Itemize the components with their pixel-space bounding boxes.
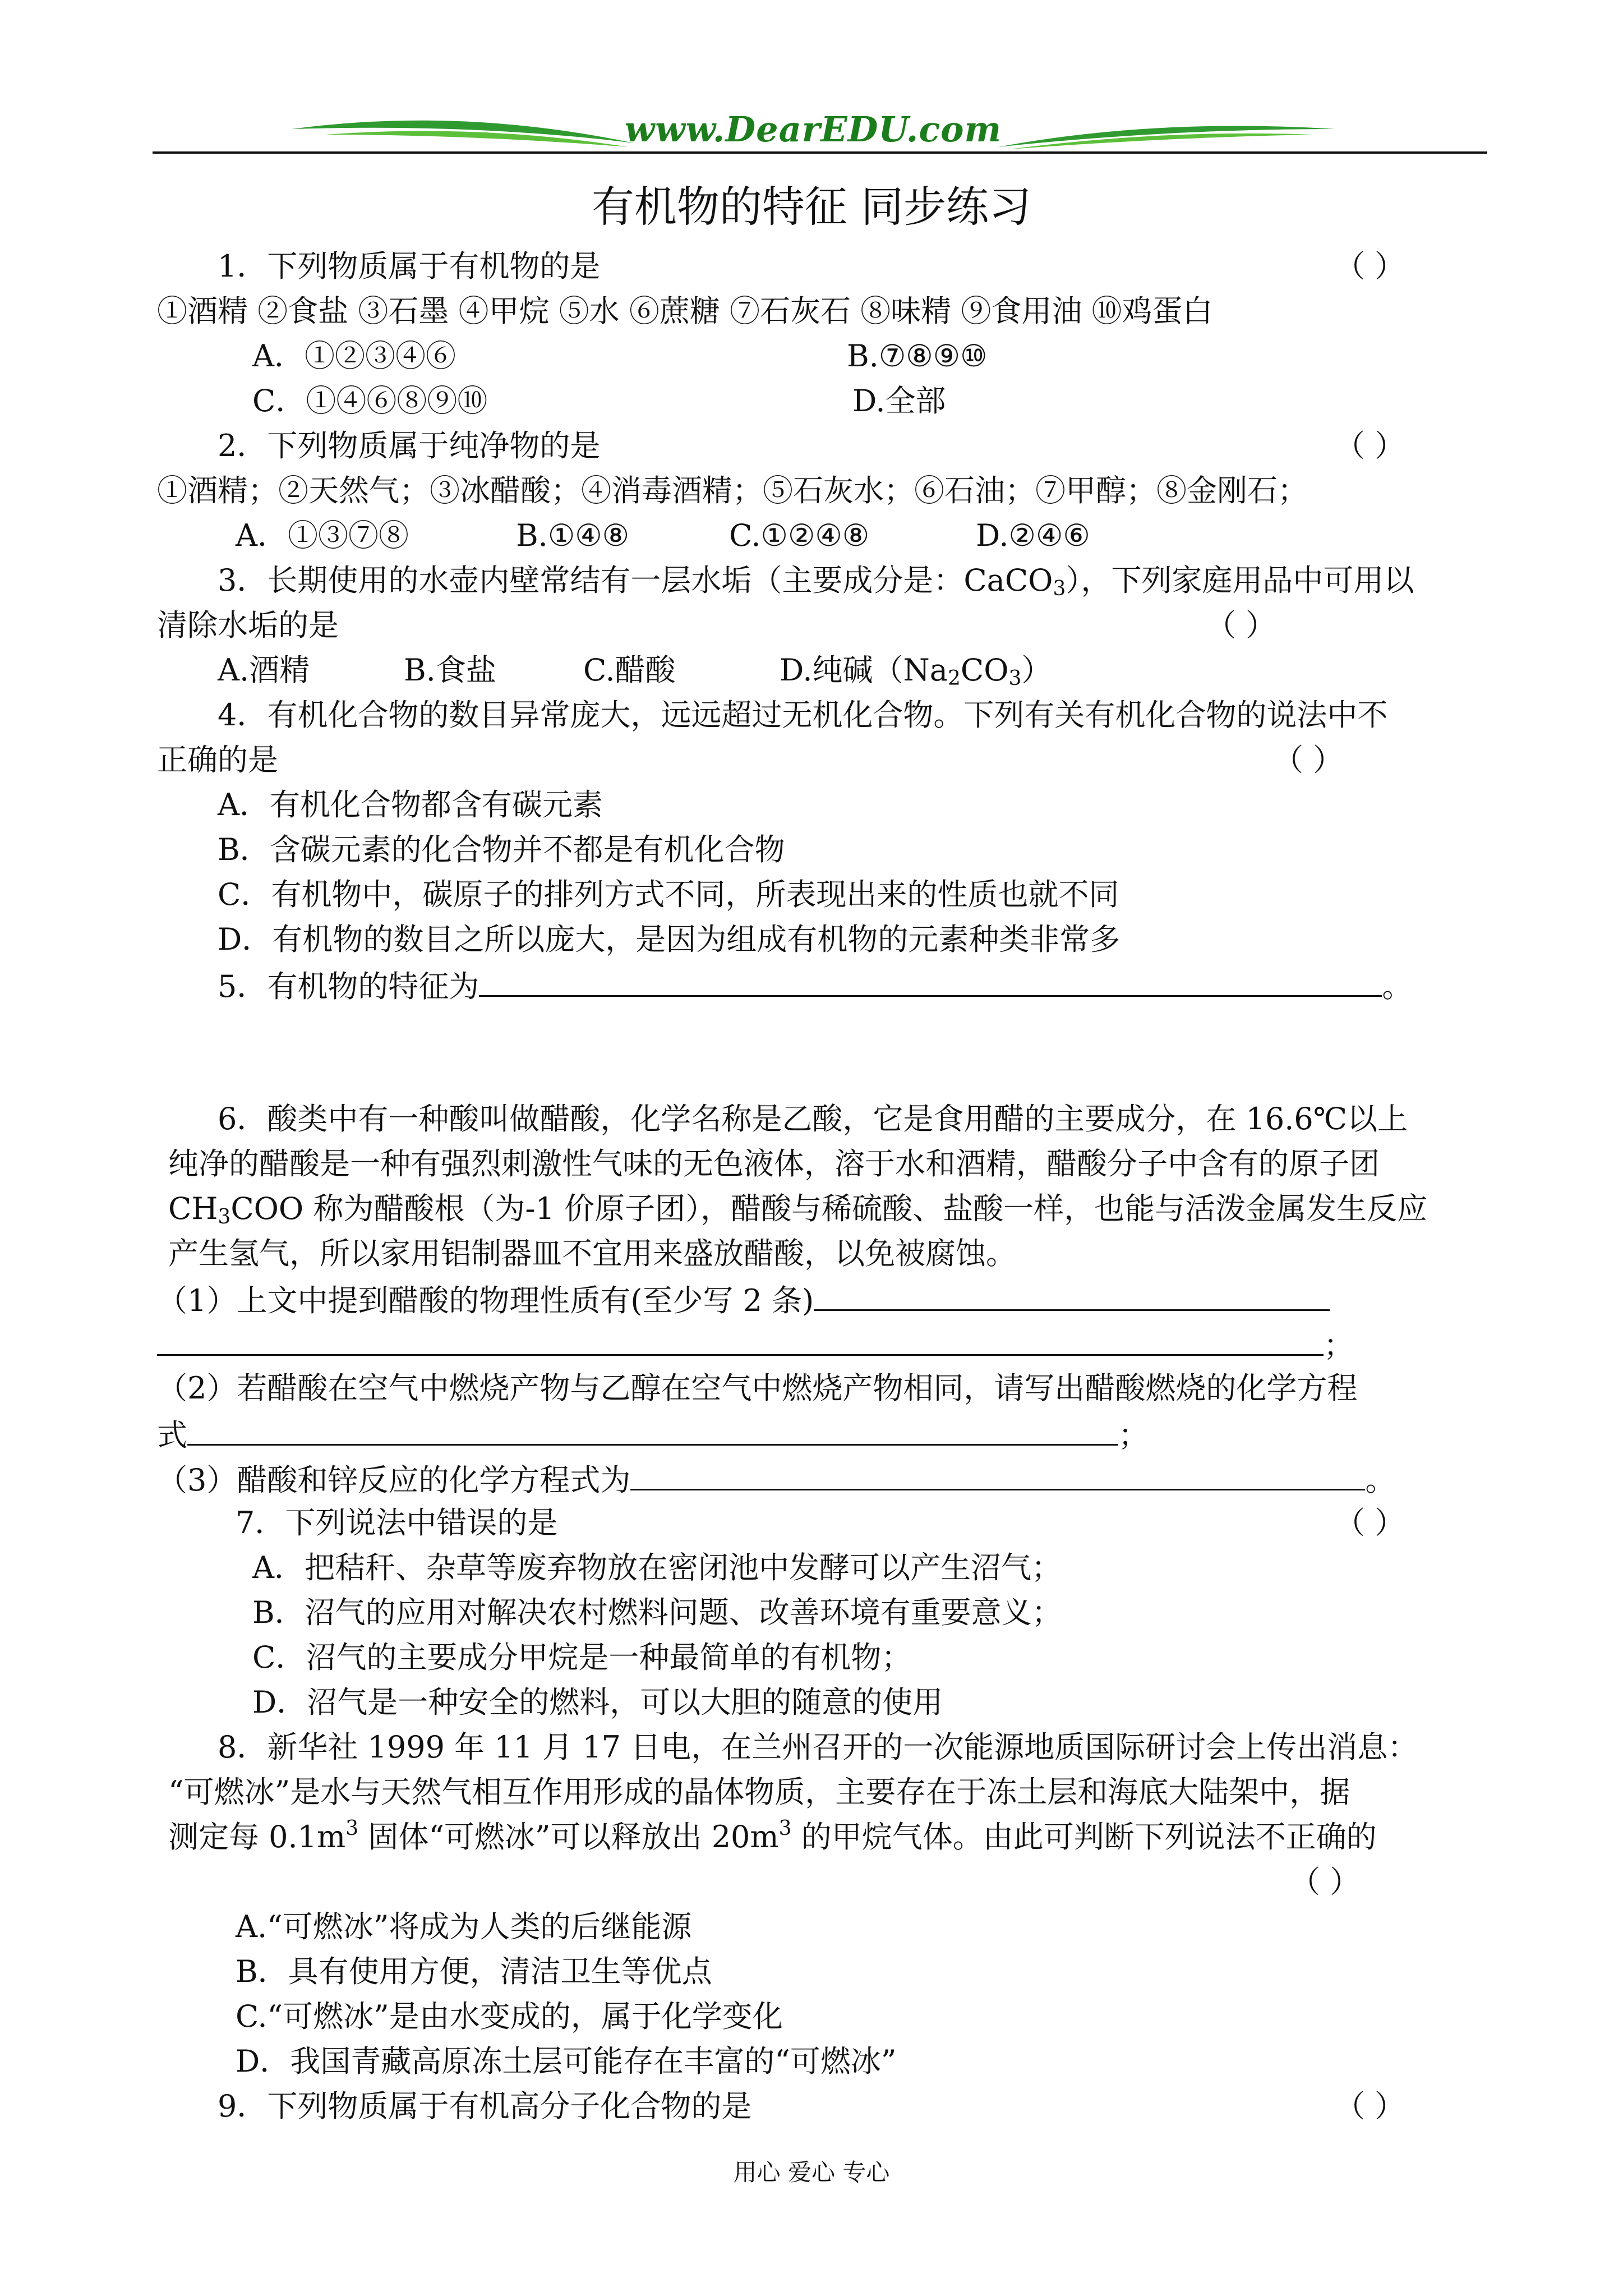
q6-sub-question-1: [157, 1279, 1330, 1320]
q8-option-b: B．具有使用方便，清洁卫生等优点: [236, 1954, 712, 1989]
q6-paragraph-3: [168, 1189, 1427, 1228]
q8-paragraph-2: “可燃冰”是水与天然气相互作用形成的晶体物质，主要存在于冻土层和海底大陆架中，据: [168, 1774, 1350, 1810]
q6-s2-end: ；: [1118, 1418, 1149, 1453]
q9-stem: 9．下列物质属于有机高分子化合物的是: [218, 2088, 752, 2124]
page-footer: 用心 爱心 专心: [733, 2159, 890, 2186]
q8-option-d: D．我国青藏高原冻土层可能存在丰富的“可燃冰”: [236, 2044, 897, 2079]
q3-opt-d-b: CO: [960, 652, 1009, 688]
q3-opt-d-sub-2: 2: [947, 667, 961, 690]
q6-paragraph-1: 6．酸类中有一种酸叫做醋酸，化学名称是乙酸，它是食用醋的主要成分，在 16.6℃以上: [218, 1101, 1408, 1137]
q1-answer-paren: （ ）: [1335, 249, 1405, 284]
q4-option-c: C．有机物中，碳原子的排列方式不同，所表现出来的性质也就不同: [218, 877, 1119, 912]
q3-opt-d-sub-3: 3: [1008, 667, 1022, 690]
q4-stem: 4．有机化合物的数目异常庞大，远远超过无机化合物。下列有关有机化合物的说法中不: [218, 697, 1388, 733]
q6-s3-text: （3）醋酸和锌反应的化学方程式为: [157, 1462, 631, 1498]
q1-items: ①酒精 ②食盐 ③石墨 ④甲烷 ⑤水 ⑥蔗糖 ⑦石灰石 ⑧味精 ⑨食用油 ⑩鸡蛋白: [157, 293, 1213, 329]
header-logo: [292, 109, 1335, 163]
q1-option-c: C．①④⑥⑧⑨⑩: [252, 383, 488, 418]
q3-option-a: A.酒精: [218, 652, 310, 688]
q3-opt-d-c: ）: [1021, 652, 1052, 688]
q3-stem-b: ），下列家庭用品中可用以: [1066, 563, 1414, 598]
q3-option-d: [780, 651, 1052, 690]
q1-stem: 1．下列物质属于有机物的是: [218, 249, 601, 284]
q6-s1-blank[interactable]: [814, 1279, 1330, 1311]
q6-paragraph-2: 纯净的醋酸是一种有强烈刺激性气味的无色液体，溶于水和酒精，醋酸分子中含有的原子团: [168, 1146, 1380, 1181]
q7-option-b: B．沼气的应用对解决农村燃料问题、改善环境有重要意义；: [252, 1595, 1062, 1630]
q6-sub-question-2: （2）若醋酸在空气中燃烧产物与乙醇在空气中燃烧产物相同，请写出醋酸燃烧的化学方程: [157, 1370, 1358, 1406]
q6-s1-text: （1）上文中提到醋酸的物理性质有(至少写 2 条): [157, 1283, 814, 1318]
q4-stem-cont: 正确的是: [157, 742, 278, 777]
q3-answer-paren: （ ）: [1206, 608, 1276, 643]
q3-option-b: B.食盐: [404, 652, 496, 688]
q2-items: ①酒精；②天然气；③冰醋酸；④消毒酒精；⑤石灰水；⑥石油；⑦甲醇；⑧金刚石；: [157, 473, 1308, 508]
q8-p3-c: 的甲烷气体。由此可判断下列说法不正确的: [791, 1819, 1377, 1855]
q2-option-d: D.②④⑥: [976, 518, 1090, 553]
q4-option-d: D．有机物的数目之所以庞大，是因为组成有机物的元素种类非常多: [218, 922, 1121, 957]
q9-answer-paren: （ ）: [1335, 2088, 1405, 2124]
q6-s2-blank[interactable]: [187, 1414, 1118, 1446]
q2-option-a: A．①③⑦⑧: [236, 518, 409, 553]
q3-sub-3: 3: [1053, 577, 1066, 600]
q8-p3-a: 测定每 0.1m: [168, 1819, 346, 1855]
q1-option-b: B.⑦⑧⑨⑩: [847, 338, 988, 374]
logo-swoosh-left: [292, 112, 639, 163]
q8-p3-sup-1: 3: [345, 1817, 359, 1840]
logo-text: www.DearEDU.com: [624, 109, 1002, 150]
q6-s3-end: 。: [1365, 1462, 1396, 1498]
q4-answer-paren: （ ）: [1273, 742, 1344, 777]
q3-opt-d-a: D.纯碱（Na: [780, 652, 948, 688]
page-title: 有机物的特征 同步练习: [591, 182, 1032, 232]
q6-sub-question-1-cont: [157, 1324, 1354, 1365]
q8-option-c: C.“可燃冰”是由水变成的，属于化学变化: [236, 1999, 783, 2034]
q5-answer-blank[interactable]: [479, 965, 1382, 997]
q6-s1-end: ；: [1324, 1328, 1354, 1363]
q6-s2b-text: 式: [157, 1418, 187, 1453]
q5-stem-text: 5．有机物的特征为: [218, 969, 479, 1004]
q3-stem: [218, 561, 1414, 600]
q4-option-a: A．有机化合物都含有碳元素: [218, 787, 603, 822]
q5-stem: [218, 965, 1412, 1006]
q6-s3-blank[interactable]: [630, 1458, 1365, 1490]
q2-answer-paren: （ ）: [1335, 428, 1405, 463]
q6-s1-blank-2[interactable]: [157, 1324, 1324, 1356]
q7-option-d: D．沼气是一种安全的燃料，可以大胆的随意的使用: [252, 1685, 943, 1720]
q6-paragraph-4: 产生氢气，所以家用铝制器皿不宜用来盛放醋酸，以免被腐蚀。: [168, 1236, 1016, 1271]
q6-p3-sub: 3: [218, 1205, 231, 1228]
header-rule: [153, 151, 1487, 154]
q2-option-c: C.①②④⑧: [729, 518, 870, 553]
q2-stem: 2．下列物质属于纯净物的是: [218, 428, 601, 463]
q2-option-b: B.①④⑧: [516, 518, 630, 553]
q8-paragraph-3: [168, 1818, 1377, 1857]
q7-option-c: C．沼气的主要成分甲烷是一种最简单的有机物；: [252, 1640, 912, 1675]
q4-option-b: B．含碳元素的化合物并不都是有机化合物: [218, 832, 785, 867]
q6-p3-a: CH: [168, 1191, 218, 1226]
q6-sub-question-3: [157, 1458, 1395, 1500]
q3-stem-cont: 清除水垢的是: [157, 608, 339, 643]
q1-option-a: A．①②③④⑥: [252, 338, 456, 374]
q8-option-a: A.“可燃冰”将成为人类的后继能源: [236, 1909, 692, 1944]
q8-p3-b: 固体“可燃冰”可以释放出 20m: [358, 1819, 779, 1855]
q8-answer-paren: （ ）: [1290, 1864, 1361, 1899]
q8-p3-sup-2: 3: [778, 1817, 792, 1840]
q3-stem-a: 3．长期使用的水壶内壁常结有一层水垢（主要成分是：CaCO: [218, 563, 1053, 598]
q1-option-d: D.全部: [852, 383, 946, 418]
q3-option-c: C.醋酸: [583, 652, 676, 688]
q5-end: 。: [1382, 969, 1413, 1004]
logo-swoosh-right: [998, 112, 1335, 163]
q6-sub-question-2-cont: [157, 1414, 1149, 1455]
q7-answer-paren: （ ）: [1335, 1505, 1405, 1540]
q8-paragraph-1: 8．新华社 1999 年 11 月 17 日电，在兰州召开的一次能源地质国际研讨会上传出消息：: [218, 1729, 1418, 1765]
q7-stem: 7．下列说法中错误的是: [236, 1505, 558, 1540]
q7-option-a: A．把秸秆、杂草等废弃物放在密闭池中发酵可以产生沼气；: [252, 1550, 1062, 1585]
q6-p3-b: COO 称为醋酸根（为-1 价原子团），醋酸与稀硫酸、盐酸一样，也能与活泼金属发生反应: [230, 1191, 1428, 1226]
